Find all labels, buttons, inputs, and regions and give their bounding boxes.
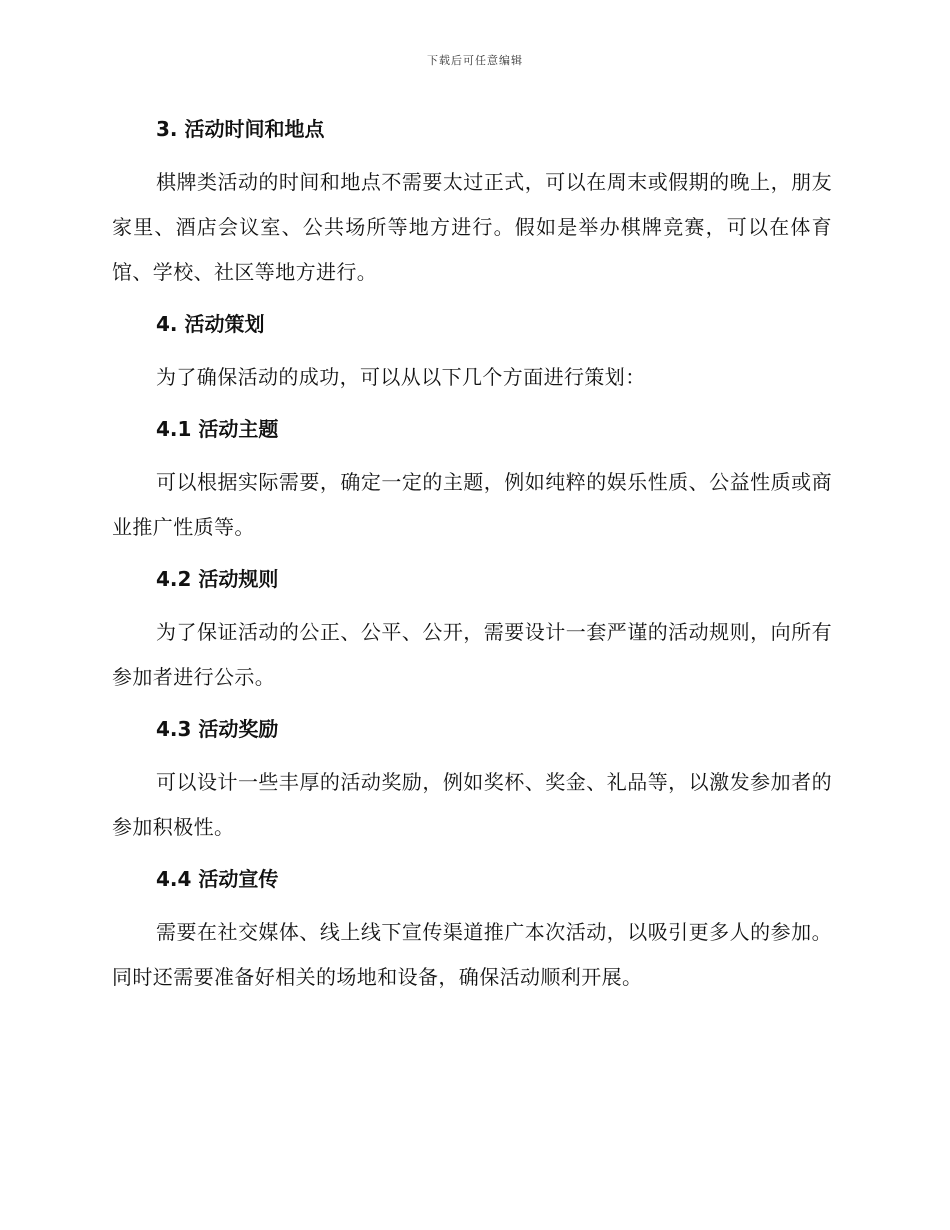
section-paragraph-4-1: 可以根据实际需要，确定一定的主题，例如纯粹的娱乐性质、公益性质或商业推广性质等。	[112, 470, 832, 539]
section-heading-4-2: 4.2 活动规则	[156, 567, 279, 591]
section-heading-4-4: 4.4 活动宣传	[156, 867, 279, 891]
section-paragraph-4-2: 为了保证活动的公正、公平、公开，需要设计一套严谨的活动规则，向所有参加者进行公示。	[112, 620, 832, 689]
section-paragraph-4-4: 需要在社交媒体、线上线下宣传渠道推广本次活动，以吸引更多人的参加。同时还需要准备好相关的场地和设备，确保活动顺利开展。	[112, 920, 832, 989]
section-heading-3: 3. 活动时间和地点	[156, 117, 325, 141]
section-paragraph-3: 棋牌类活动的时间和地点不需要太过正式，可以在周末或假期的晚上，朋友家里、酒店会议室、公共场所等地方进行。假如是举办棋牌竞赛，可以在体育馆、学校、社区等地方进行。	[112, 170, 832, 284]
section-heading-4-3: 4.3 活动奖励	[156, 717, 279, 741]
page-header: 下载后可任意编辑	[427, 54, 523, 67]
section-heading-4-1: 4.1 活动主题	[156, 417, 279, 441]
section-paragraph-4: 为了确保活动的成功，可以从以下几个方面进行策划：	[156, 365, 646, 389]
section-heading-4: 4. 活动策划	[156, 312, 265, 336]
section-paragraph-4-3: 可以设计一些丰厚的活动奖励，例如奖杯、奖金、礼品等，以激发参加者的参加积极性。	[112, 770, 832, 839]
document-body	[112, 112, 832, 1000]
